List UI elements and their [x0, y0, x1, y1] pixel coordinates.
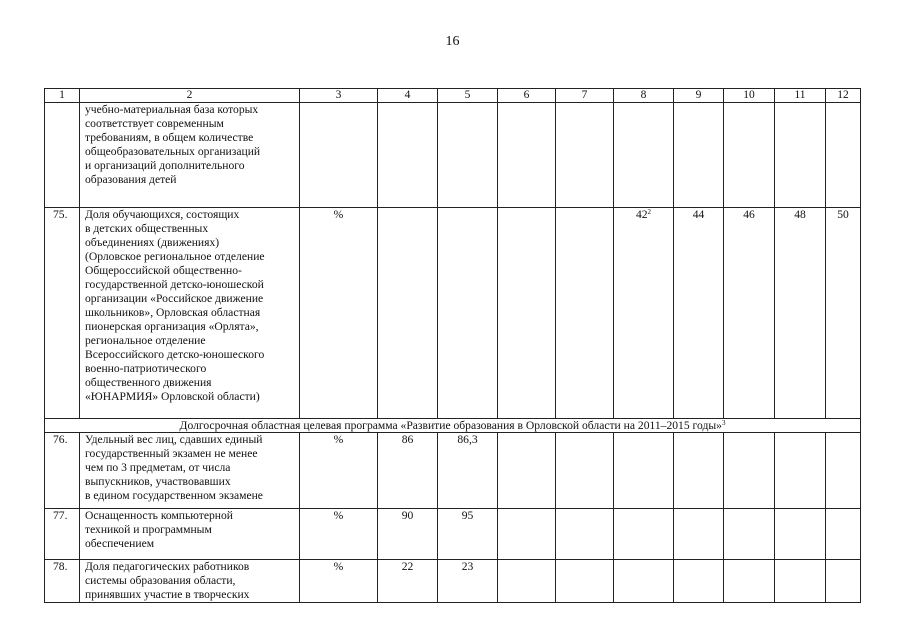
table-row-78: [45, 560, 861, 603]
value-cell: [498, 560, 556, 603]
desc-line: общеобразовательных организаций: [85, 145, 261, 158]
indicator-description: [80, 560, 300, 603]
desc-line: техникой и программным: [85, 523, 212, 536]
value-cell: [775, 433, 826, 509]
desc-line: Доля обучающихся, состоящих: [85, 208, 240, 221]
value-cell-12: 50: [826, 208, 861, 419]
header-cell-1: 1: [45, 89, 80, 103]
value-cell: [614, 103, 674, 208]
value-cell: [826, 509, 861, 560]
desc-line: Всероссийского детско-юношеского: [85, 348, 265, 361]
value-cell: [826, 433, 861, 509]
desc-line: пионерская организация «Орлята»,: [85, 320, 259, 333]
value-text: 42: [635, 208, 648, 221]
value-cell: [674, 103, 724, 208]
desc-line: соответствует современным: [85, 117, 224, 130]
section-row: [45, 419, 861, 433]
desc-line: школьников», Орловская областная: [85, 306, 261, 319]
value-cell: [556, 560, 614, 603]
value-cell: [556, 509, 614, 560]
section-title: [45, 419, 861, 433]
value-cell-5: 95: [438, 509, 498, 560]
value-cell: [775, 509, 826, 560]
value-cell: [775, 103, 826, 208]
unit-cell: %: [300, 509, 378, 560]
row-number-cell: [45, 103, 80, 208]
value-cell: [556, 103, 614, 208]
value-cell: [775, 560, 826, 603]
value-cell: [498, 103, 556, 208]
desc-line: военно-патриотического: [85, 362, 207, 375]
desc-line: Общероссийской общественно-: [85, 264, 242, 277]
table-row-75: [45, 208, 861, 419]
value-cell-9: 44: [674, 208, 724, 419]
value-cell: [674, 433, 724, 509]
header-cell-10: 10: [724, 89, 775, 103]
section-title-text: Долгосрочная областная целевая программа «Развитие образования в Орловской области на 2011–2015 годы»: [179, 419, 722, 432]
page-number: 16: [445, 34, 460, 49]
value-cell: [378, 208, 438, 419]
value-cell: [498, 509, 556, 560]
value-cell-11: 48: [775, 208, 826, 419]
desc-line: выпускников, участвовавших: [85, 475, 231, 488]
value-cell: [674, 560, 724, 603]
desc-line: чем по 3 предметам, от числа: [85, 461, 231, 474]
desc-line: обеспечением: [85, 537, 155, 550]
value-cell: [826, 560, 861, 603]
indicators-table: [44, 88, 861, 603]
desc-line: государственный экзамен не менее: [85, 447, 258, 460]
indicator-description: [80, 103, 300, 208]
header-cell-12: 12: [826, 89, 861, 103]
value-cell: [826, 103, 861, 208]
value-cell: [614, 509, 674, 560]
desc-line: и организаций дополнительного: [85, 159, 245, 172]
header-cell-6: 6: [498, 89, 556, 103]
header-cell-5: 5: [438, 89, 498, 103]
unit-cell: %: [300, 433, 378, 509]
indicator-description: [80, 433, 300, 509]
value-cell: [724, 560, 775, 603]
value-cell: [378, 103, 438, 208]
indicator-description: [80, 509, 300, 560]
table-row-76: [45, 433, 861, 509]
value-cell: [498, 208, 556, 419]
row-number-cell: 76.: [45, 433, 80, 509]
table-row-continuation: [45, 103, 861, 208]
desc-line: требованиям, в общем количестве: [85, 131, 254, 144]
header-row: [45, 89, 861, 103]
table-row-77: [45, 509, 861, 560]
header-cell-9: 9: [674, 89, 724, 103]
desc-line: объединениях (движениях): [85, 236, 220, 249]
desc-line: организации «Российское движение: [85, 292, 264, 305]
desc-line: (Орловское региональное отделение: [85, 250, 265, 263]
value-cell-5: 23: [438, 560, 498, 603]
unit-cell: [300, 103, 378, 208]
desc-line: Удельный вес лиц, сдавших единый: [85, 433, 263, 446]
desc-line: в едином государственном экзамене: [85, 489, 263, 502]
header-cell-8: 8: [614, 89, 674, 103]
value-cell-8: [614, 208, 674, 419]
value-cell: [438, 103, 498, 208]
value-cell: [556, 208, 614, 419]
indicator-description: [80, 208, 300, 419]
desc-line: государственной детско-юношеской: [85, 278, 264, 291]
header-cell-2: 2: [80, 89, 300, 103]
value-cell: [556, 433, 614, 509]
desc-line: «ЮНАРМИЯ» Орловской области): [85, 390, 260, 403]
header-cell-7: 7: [556, 89, 614, 103]
value-cell: [724, 103, 775, 208]
header-cell-11: 11: [775, 89, 826, 103]
footnote-marker: 3: [721, 419, 726, 427]
value-cell-10: 46: [724, 208, 775, 419]
header-cell-3: 3: [300, 89, 378, 103]
header-cell-4: 4: [378, 89, 438, 103]
value-cell-5: 86,3: [438, 433, 498, 509]
value-cell: [674, 509, 724, 560]
desc-line: принявших участие в творческих: [85, 588, 250, 601]
row-number-cell: 78.: [45, 560, 80, 603]
desc-line: системы образования области,: [85, 574, 236, 587]
value-cell-4: 22: [378, 560, 438, 603]
value-cell-4: 86: [378, 433, 438, 509]
desc-line: учебно-материальная база которых: [85, 103, 259, 116]
desc-line: образования детей: [85, 173, 177, 186]
value-cell: [438, 208, 498, 419]
desc-line: общественного движения: [85, 376, 212, 389]
value-cell-4: 90: [378, 509, 438, 560]
row-number-cell: 77.: [45, 509, 80, 560]
unit-cell: %: [300, 560, 378, 603]
value-cell: [724, 509, 775, 560]
desc-line: в детских общественных: [85, 222, 209, 235]
desc-line: Доля педагогических работников: [85, 560, 250, 573]
desc-line: региональное отделение: [85, 334, 206, 347]
value-cell: [614, 433, 674, 509]
value-cell: [498, 433, 556, 509]
unit-cell: %: [300, 208, 378, 419]
desc-line: Оснащенность компьютерной: [85, 509, 234, 522]
value-cell: [614, 560, 674, 603]
footnote-marker: 2: [647, 208, 652, 216]
row-number-cell: 75.: [45, 208, 80, 419]
value-cell: [724, 433, 775, 509]
